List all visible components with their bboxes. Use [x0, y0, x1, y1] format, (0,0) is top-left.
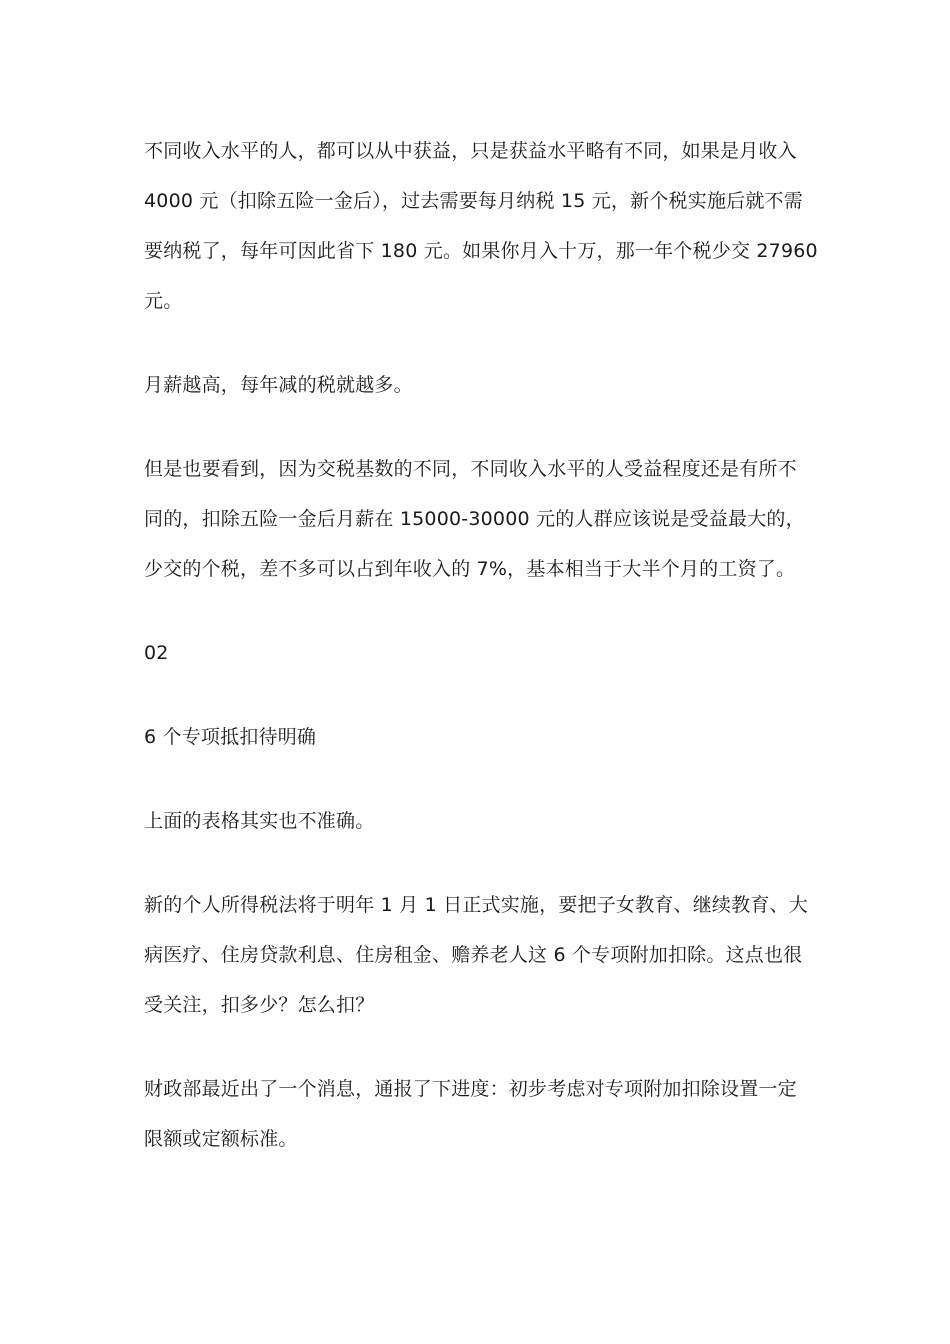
paragraph-2-line-1: 月薪越高，每年减的税就越多。	[144, 374, 413, 396]
paragraph-7-line-1: 新的个人所得税法将于明年 1 月 1 日正式实施，要把子女教育、继续教育、大	[144, 894, 808, 916]
paragraph-3-line-1: 但是也要看到，因为交税基数的不同，不同收入水平的人受益程度还是有所不	[144, 458, 797, 480]
paragraph-1-line-2: 4000 元（扣除五险一金后），过去需要每月纳税 15 元，新个税实施后就不需	[144, 190, 803, 212]
paragraph-3-line-3: 少交的个税，差不多可以占到年收入的 7%，基本相当于大半个月的工资了。	[144, 558, 796, 580]
paragraph-7-line-3: 受关注，扣多少？怎么扣？	[144, 994, 375, 1016]
paragraph-6-line-1: 上面的表格其实也不准确。	[144, 810, 375, 832]
paragraph-3-line-2: 同的，扣除五险一金后月薪在 15000-30000 元的人群应该说是受益最大的，	[144, 508, 805, 530]
paragraph-1-line-3: 要纳税了，每年可因此省下 180 元。如果你月入十万，那一年个税少交 27960	[144, 240, 818, 262]
paragraph-8-line-2: 限额或定额标准。	[144, 1128, 298, 1150]
paragraph-7-line-2: 病医疗、住房贷款利息、住房租金、赡养老人这 6 个专项附加扣除。这点也很	[144, 944, 803, 966]
paragraph-1-line-1: 不同收入水平的人，都可以从中获益，只是获益水平略有不同，如果是月收入	[144, 140, 797, 162]
paragraph-8-line-1: 财政部最近出了一个消息，通报了下进度：初步考虑对专项附加扣除设置一定	[144, 1078, 797, 1100]
paragraph-1-line-4: 元。	[144, 290, 183, 312]
section-number: 02	[144, 642, 169, 664]
section-heading: 6 个专项抵扣待明确	[144, 726, 317, 748]
